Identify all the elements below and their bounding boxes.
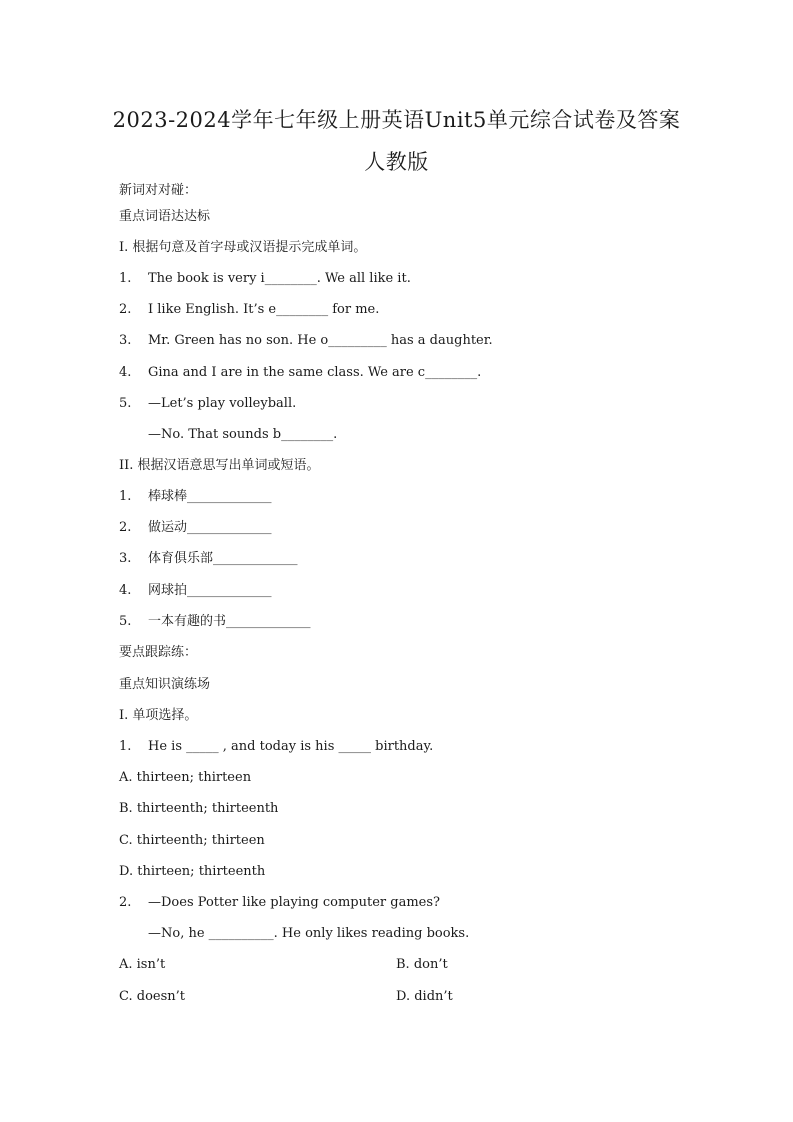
item-text: I like English. It’s e________ for me. (148, 302, 380, 317)
part2-item-5 (119, 614, 311, 630)
item-number: 2. (119, 520, 132, 535)
part1-item-5-reply: —No. That sounds b________. (148, 427, 338, 442)
q1-option-d: D. thirteen; thirteenth (119, 864, 266, 879)
question-text: He is _____ , and today is his _____ birthday. (148, 739, 434, 754)
item-text: The book is very i________. We all like it. (148, 271, 411, 286)
part1-item-3 (119, 333, 493, 349)
part3-heading: I. 单项选择。 (119, 708, 198, 723)
item-number: 3. (119, 333, 132, 348)
q2-option-a: A. isn’t (119, 957, 166, 972)
question-1 (119, 739, 433, 755)
item-number: 1. (119, 271, 132, 286)
item-number: 3. (119, 551, 132, 566)
question-number: 2. (119, 895, 132, 910)
part2-item-1 (119, 489, 272, 505)
item-number: 4. (119, 365, 132, 380)
item-text: 体育俱乐部_____________ (148, 551, 298, 566)
section-drill: 重点知识演练场 (119, 677, 211, 692)
q1-option-a: A. thirteen; thirteen (119, 770, 252, 785)
item-number: 1. (119, 489, 132, 504)
question-2-reply: —No, he __________. He only likes reading books. (148, 926, 470, 941)
part2-item-4 (119, 583, 272, 599)
q2-option-d: D. didn’t (396, 989, 453, 1004)
q1-option-c: C. thirteenth; thirteen (119, 833, 265, 848)
item-text: 做运动_____________ (148, 520, 272, 535)
item-number: 2. (119, 302, 132, 317)
q1-option-b: B. thirteenth; thirteenth (119, 801, 279, 816)
section-new-words: 新词对对碰： (119, 183, 198, 198)
item-text: 一本有趣的书_____________ (148, 614, 311, 629)
part1-item-4 (119, 365, 481, 381)
item-text: Gina and I are in the same class. We are c________. (148, 365, 482, 380)
part2-heading: II. 根据汉语意思写出单词或短语。 (119, 458, 320, 473)
section-practice: 要点跟踪练： (119, 645, 198, 660)
part2-item-3 (119, 551, 298, 567)
q2-option-c: C. doesn’t (119, 989, 185, 1004)
item-text: 网球拍_____________ (148, 583, 272, 598)
section-key-words: 重点词语达达标 (119, 209, 211, 224)
part1-heading: I. 根据句意及首字母或汉语提示完成单词。 (119, 240, 367, 255)
question-text: —Does Potter like playing computer games? (148, 895, 440, 910)
title-line-1: 2023-2024学年七年级上册英语Unit5单元综合试卷及答案 (112, 108, 681, 132)
question-number: 1. (119, 739, 132, 754)
item-number: 5. (119, 396, 132, 411)
q2-option-b: B. don’t (396, 957, 448, 972)
item-text: Mr. Green has no son. He o_________ has a daughter. (148, 333, 493, 348)
question-2 (119, 895, 440, 911)
item-text: —Let’s play volleyball. (148, 396, 297, 411)
item-text: 棒球棒_____________ (148, 489, 272, 504)
part1-item-2 (119, 302, 379, 318)
part1-item-1 (119, 271, 411, 287)
item-number: 4. (119, 583, 132, 598)
title-line-2: 人教版 (364, 150, 429, 174)
item-number: 5. (119, 614, 132, 629)
part2-item-2 (119, 520, 272, 536)
part1-item-5 (119, 396, 296, 412)
